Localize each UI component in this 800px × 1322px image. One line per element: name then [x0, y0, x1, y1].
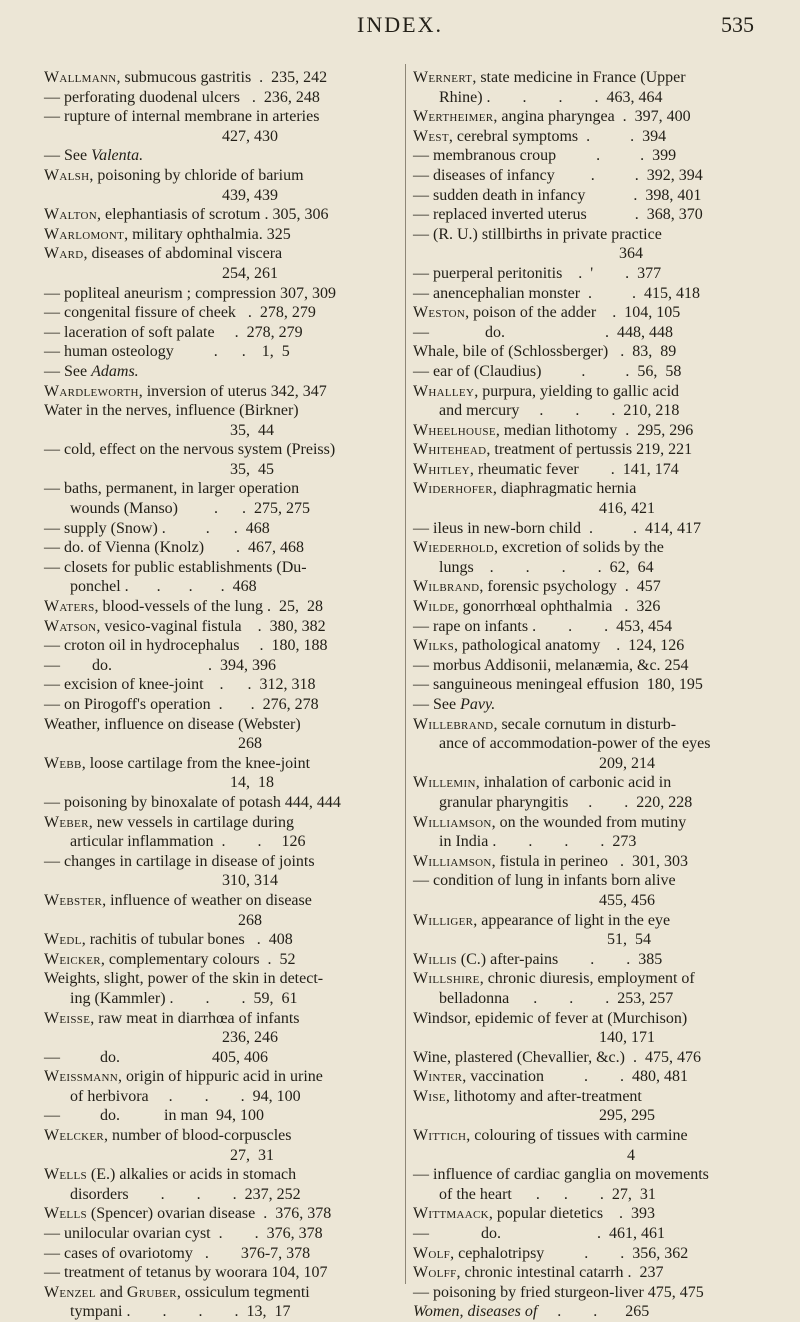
entry-text: — rape on infants . . . 453, 454	[413, 617, 673, 635]
entry-text: — rupture of internal membrane in arteries 427, 430	[44, 108, 320, 145]
page-header	[0, 8, 800, 48]
index-entry	[44, 362, 396, 382]
entry-text: — (R. U.) stillbirths in private practice 364	[413, 225, 662, 263]
entry-text: , lithotomy and after-treatment 295, 295	[445, 1087, 655, 1125]
index-entry	[44, 538, 396, 558]
index-entry	[413, 440, 771, 460]
index-entry	[413, 166, 771, 186]
entry-text: , cerebral symptoms . . 394	[448, 127, 667, 145]
entry-author: Weber	[44, 813, 89, 831]
page-number: 535	[721, 12, 754, 37]
entry-author: Ward	[44, 245, 84, 263]
entry-author: Winter	[413, 1068, 463, 1086]
index-entry	[413, 1244, 771, 1264]
entry-author: Wallmann	[44, 69, 117, 86]
entry-cross-reference: Pavy.	[460, 696, 496, 713]
index-entry	[44, 401, 396, 440]
entry-author: Wheelhouse	[413, 421, 496, 439]
entry-text: — membranous croup . . 399	[413, 147, 677, 165]
entry-author: Gruber	[126, 1283, 177, 1301]
index-entry	[44, 617, 396, 637]
entry-text: , treatment of pertussis 219, 221	[486, 441, 693, 459]
entry-text: , elephantiasis of scrotum . 305, 306	[96, 206, 329, 224]
entry-text: — do. of Vienna (Knolz) . 467, 468	[44, 539, 305, 557]
entry-text: — excision of knee-joint . . 312, 318	[44, 676, 316, 694]
index-entry	[44, 244, 396, 283]
entry-text: — unilocular ovarian cyst . . 376, 378	[44, 1225, 323, 1243]
index-entry	[44, 793, 396, 813]
entry-text: , rachitis of tubular bones . 408	[81, 931, 293, 949]
index-entry	[413, 675, 771, 695]
entry-text: — condition of lung in infants born alive 455, 456	[413, 872, 676, 909]
index-entry	[44, 1244, 396, 1264]
index-entry	[413, 186, 771, 206]
entry-text: — laceration of soft palate . 278, 279	[44, 323, 303, 341]
index-entry	[44, 636, 396, 656]
entry-text: — on Pirogoff's operation . . 276, 278	[44, 696, 319, 713]
entry-author: Wernert	[413, 69, 473, 86]
running-title: INDEX.	[357, 12, 443, 37]
index-entry	[413, 362, 771, 382]
entry-text: , number of blood-corpuscles 27, 31	[103, 1127, 292, 1164]
entry-text: — do. in man 94, 100	[44, 1107, 264, 1125]
entry-author: Wittich	[413, 1127, 467, 1145]
index-entry	[44, 205, 396, 225]
index-entry	[413, 715, 771, 774]
entry-text: — sudden death in infancy . 398, 401	[413, 186, 702, 204]
entry-author: Wertheimer	[413, 108, 494, 126]
entry-author: Widerhofer	[413, 480, 493, 498]
entry-author: Weicker	[44, 950, 101, 968]
entry-text: , pathological anatomy . 124, 126	[454, 637, 685, 655]
entry-text: Weather, influence on disease (Webster) 268	[44, 715, 301, 753]
entry-text: , popular dietetics . 393	[488, 1205, 656, 1223]
entry-text: , poison of the adder . 104, 105	[465, 304, 681, 322]
entry-text: — baths, permanent, in larger operation wounds (Manso) . . 275, 275	[44, 480, 310, 518]
index-entry	[44, 1106, 396, 1126]
entry-author: Walsh	[44, 166, 90, 184]
entry-author: Williamson	[413, 852, 492, 870]
index-entry	[413, 911, 771, 950]
index-entry	[44, 675, 396, 695]
entry-text: , forensic psychology . 457	[479, 578, 661, 596]
entry-text: — poisoning by fried sturgeon-liver 475, 475	[413, 1283, 704, 1301]
index-entry	[44, 891, 396, 930]
entry-text: — popliteal aneurism ; compression 307, 309	[44, 284, 336, 302]
index-column-right	[413, 68, 771, 1322]
entry-cross-reference: Women, diseases of	[413, 1303, 538, 1321]
index-entry	[413, 1302, 771, 1322]
entry-text: , vaccination . . 480, 481	[462, 1068, 689, 1086]
entry-text: , blood-vessels of the lung . 25, 28	[94, 598, 323, 616]
index-entry	[44, 930, 396, 950]
index-entry	[413, 577, 771, 597]
index-entry	[44, 303, 396, 323]
index-entry	[413, 1087, 771, 1126]
entry-text: — treatment of tetanus by woorara 104, 107	[44, 1264, 328, 1282]
entry-author: Willebrand	[413, 715, 494, 733]
index-entry	[44, 754, 396, 793]
entry-author: Wilbrand	[413, 578, 480, 596]
entry-text: — See	[413, 696, 461, 713]
index-entry	[44, 1067, 396, 1106]
index-entry	[44, 950, 396, 970]
entry-text: — See	[44, 147, 92, 165]
index-entry	[44, 1263, 396, 1283]
entry-text: , influence of weather on disease 268	[102, 891, 312, 929]
index-entry	[413, 950, 771, 970]
index-entry	[44, 146, 396, 166]
entry-author: Welcker	[44, 1127, 104, 1145]
entry-text: , colouring of tissues with carmine 4	[466, 1127, 688, 1164]
entry-author: Whitley	[413, 460, 470, 478]
entry-text: (E.) alkalies or acids in stomach disorders . . . 237, 252	[70, 1166, 301, 1203]
index-entry	[413, 205, 771, 225]
entry-text: , poisoning by chloride of barium 439, 439	[89, 166, 304, 204]
entry-text: — poisoning by binoxalate of potash 444, 444	[44, 793, 341, 811]
entry-author: Warlomont	[44, 225, 125, 243]
index-entry	[44, 1009, 396, 1048]
index-entry	[413, 538, 771, 577]
index-entry	[413, 617, 771, 637]
entry-text: , appearance of light in the eye 51, 54	[473, 911, 671, 949]
index-entry	[413, 225, 771, 264]
index-entry	[413, 382, 771, 421]
entry-author: Wilks	[413, 637, 455, 655]
entry-author: Watson	[44, 617, 97, 635]
entry-author: Webb	[44, 754, 82, 772]
entry-author: West	[413, 127, 449, 145]
index-entry	[44, 1165, 396, 1204]
entry-text: — morbus Addisonii, melanæmia, &c. 254	[413, 656, 689, 674]
entry-text: Windsor, epidemic of fever at (Murchison) 140, 171	[413, 1009, 688, 1047]
index-entry	[44, 479, 396, 518]
entry-author: Weisse	[44, 1009, 91, 1027]
index-entry	[413, 813, 771, 852]
entry-pages: . . 265	[537, 1303, 650, 1321]
entry-text: , excretion of solids by the lungs . . . . 62, 64	[439, 539, 664, 576]
entry-text: — influence of cardiac ganglia on movements of the heart . . . 27, 31	[413, 1166, 709, 1203]
index-entry	[44, 323, 396, 343]
index-entry	[413, 773, 771, 812]
index-entry	[44, 1126, 396, 1165]
index-entry	[413, 460, 771, 480]
entry-author: Weissmann	[44, 1068, 119, 1086]
index-entry	[413, 68, 771, 107]
entry-text: — human osteology . . 1, 5	[44, 343, 290, 361]
index-entry	[413, 146, 771, 166]
entry-text: , complementary colours . 52	[100, 950, 296, 968]
entry-text: — ear of (Claudius) . . 56, 58	[413, 362, 682, 380]
entry-author: Willis	[413, 950, 457, 968]
entry-author: Williger	[413, 911, 474, 929]
index-entry	[413, 519, 771, 539]
index-entry	[44, 88, 396, 108]
entry-text: Water in the nerves, influence (Birkner) 35, 44	[44, 402, 299, 439]
entry-text: , origin of hippuric acid in urine of herbivora . . . 94, 100	[70, 1068, 323, 1105]
entry-text: , cephalotripsy . . 356, 362	[450, 1244, 689, 1262]
index-entry	[413, 1204, 771, 1224]
entry-text: Weights, slight, power of the skin in detect- ing (Kammler) . . . 59, 61	[44, 970, 324, 1007]
index-entry	[413, 852, 771, 872]
entry-text: — diseases of infancy . . 392, 394	[413, 166, 703, 184]
index-entry	[413, 1165, 771, 1204]
entry-text: — sanguineous meningeal effusion 180, 195	[413, 676, 703, 694]
index-entry	[413, 1009, 771, 1048]
entry-author: Walton	[44, 206, 97, 224]
entry-text: , chronic diuresis, employment of belladonna . . . 253, 257	[439, 970, 695, 1007]
entry-text: , median lithotomy . 295, 296	[495, 421, 694, 439]
entry-text: , gonorrhœal ophthalmia . 326	[454, 598, 661, 616]
entry-author: Willshire	[413, 970, 480, 988]
entry-text: , diaphragmatic hernia 416, 421	[492, 480, 655, 518]
index-entry	[44, 166, 396, 205]
entry-text: — congenital fissure of cheek . 278, 279	[44, 304, 316, 322]
entry-author: Wiederhold	[413, 539, 495, 557]
entry-author: Wardleworth	[44, 382, 139, 400]
index-entry	[44, 656, 396, 676]
index-entry	[44, 1224, 396, 1244]
entry-author: Willemin	[413, 774, 476, 792]
entry-author: Williamson	[413, 813, 492, 831]
entry-author: Weston	[413, 304, 466, 322]
entry-author: Wolf	[413, 1244, 451, 1262]
entry-text: , loose cartilage from the knee-joint 14, 18	[81, 754, 311, 792]
entry-text: , diseases of abdominal viscera 254, 261	[83, 245, 283, 282]
entry-text: Whale, bile of (Schlossberger) . 83, 89	[413, 343, 677, 361]
index-entry	[44, 519, 396, 539]
index-entry	[413, 597, 771, 617]
entry-text: , on the wounded from mutiny in India . . . . 273	[439, 813, 687, 851]
entry-text: — do. . 448, 448	[413, 323, 673, 341]
index-entry	[44, 68, 396, 88]
entry-text: — See	[44, 362, 92, 380]
entry-text: , fistula in perineo . 301, 303	[491, 852, 689, 870]
index-entry	[413, 479, 771, 518]
index-entry	[44, 695, 396, 715]
index-entry	[413, 1283, 771, 1303]
index-entry	[44, 813, 396, 852]
entry-text: — croton oil in hydrocephalus . 180, 188	[44, 637, 328, 655]
entry-text: , angina pharyngea . 397, 400	[493, 108, 691, 126]
entry-text: (Spencer) ovarian disease . 376, 378	[86, 1205, 332, 1223]
entry-author: Wells	[44, 1205, 87, 1223]
entry-text: , chronic intestinal catarrh . 237	[456, 1264, 664, 1282]
entry-author: Wedl	[44, 931, 82, 949]
entry-author: Wittmaack	[413, 1205, 489, 1223]
index-entry	[413, 1048, 771, 1068]
entry-text: — perforating duodenal ulcers . 236, 248	[44, 88, 320, 106]
entry-text: — puerperal peritonitis . ' . 377	[413, 264, 662, 282]
entry-cross-reference: Valenta.	[91, 147, 144, 165]
index-entry	[413, 323, 771, 343]
entry-text: and	[95, 1283, 127, 1301]
entry-cross-reference: Adams.	[91, 362, 139, 380]
entry-text: , vesico-vaginal fistula . 380, 382	[96, 617, 326, 635]
index-column-left	[44, 68, 396, 1322]
index-entry	[44, 715, 396, 754]
entry-text: , military ophthalmia. 325	[124, 225, 291, 243]
entry-text: — do. . 394, 396	[44, 656, 276, 674]
entry-author: Whitehead	[413, 441, 487, 459]
index-entry	[44, 382, 396, 402]
index-entry	[413, 127, 771, 147]
entry-text: (C.) after-pains . . 385	[456, 950, 663, 968]
index-entry	[413, 1224, 771, 1244]
entry-text: Wine, plastered (Chevallier, &c.) . 475, 476	[413, 1048, 701, 1066]
index-entry	[413, 303, 771, 323]
index-entry	[44, 597, 396, 617]
index-entry	[44, 1204, 396, 1224]
entry-text: , rheumatic fever . 141, 174	[469, 460, 679, 478]
entry-text: — cold, effect on the nervous system (Preiss) 35, 45	[44, 441, 336, 478]
index-entry	[413, 1126, 771, 1165]
entry-text: , ossiculum tegmenti tympani . . . . 13, 17	[70, 1283, 310, 1321]
entry-text: , new vessels in cartilage during articular inflammation . . 126	[70, 813, 306, 851]
index-entry	[44, 1048, 396, 1068]
index-entry	[413, 264, 771, 284]
entry-text: — changes in cartilage in disease of joints 310, 314	[44, 852, 315, 890]
index-entry	[413, 656, 771, 676]
entry-author: Wolff	[413, 1264, 457, 1282]
index-entry	[413, 695, 771, 715]
entry-text: — closets for public establishments (Du- ponchel . . . . 468	[44, 558, 307, 596]
entry-author: Whalley	[413, 382, 475, 400]
index-entry	[413, 636, 771, 656]
entry-text: — do. 405, 406	[44, 1048, 268, 1066]
entry-text: — ileus in new-born child . . 414, 417	[413, 519, 701, 537]
index-entry	[413, 421, 771, 441]
index-entry	[413, 107, 771, 127]
entry-author: Wells	[44, 1166, 87, 1184]
entry-text: , raw meat in diarrhœa of infants 236, 246	[90, 1009, 300, 1047]
entry-text: — cases of ovariotomy . 376-7, 378	[44, 1244, 311, 1262]
entry-author: Waters	[44, 598, 95, 616]
index-entry	[44, 284, 396, 304]
index-entry	[44, 969, 396, 1008]
column-divider	[405, 64, 406, 1284]
index-entry	[413, 284, 771, 304]
index-entry	[44, 440, 396, 479]
entry-text: — do. . 461, 461	[413, 1225, 665, 1243]
index-entry	[44, 225, 396, 245]
entry-author: Wilde	[413, 598, 455, 616]
index-entry	[413, 342, 771, 362]
entry-text: , inversion of uterus 342, 347	[138, 382, 327, 400]
entry-text: , state medicine in France (Upper Rhine) . . . . 463, 464	[439, 69, 686, 106]
entry-text: , secale cornutum in disturb- ance of accommodation-power of the eyes 209, 214	[439, 715, 711, 772]
entry-text: , inhalation of carbonic acid in granular pharyngitis . . 220, 228	[439, 774, 693, 811]
index-entry	[413, 969, 771, 1008]
index-entry	[44, 558, 396, 597]
index-entry	[44, 852, 396, 891]
entry-text: , submucous gastritis . 235, 242	[116, 69, 328, 86]
entry-text: , purpura, yielding to gallic acid and mercury . . . 210, 218	[439, 382, 680, 420]
index-entry	[44, 342, 396, 362]
entry-text: — anencephalian monster . . 415, 418	[413, 284, 701, 302]
index-entry	[413, 1067, 771, 1087]
entry-author: Webster	[44, 891, 103, 909]
index-entry	[44, 107, 396, 146]
entry-text: — replaced inverted uterus . 368, 370	[413, 206, 703, 224]
index-entry	[413, 871, 771, 910]
index-entry	[413, 1263, 771, 1283]
entry-text: — supply (Snow) . . . 468	[44, 519, 270, 537]
entry-author: Wise	[413, 1087, 446, 1105]
entry-author: Wenzel	[44, 1283, 96, 1301]
